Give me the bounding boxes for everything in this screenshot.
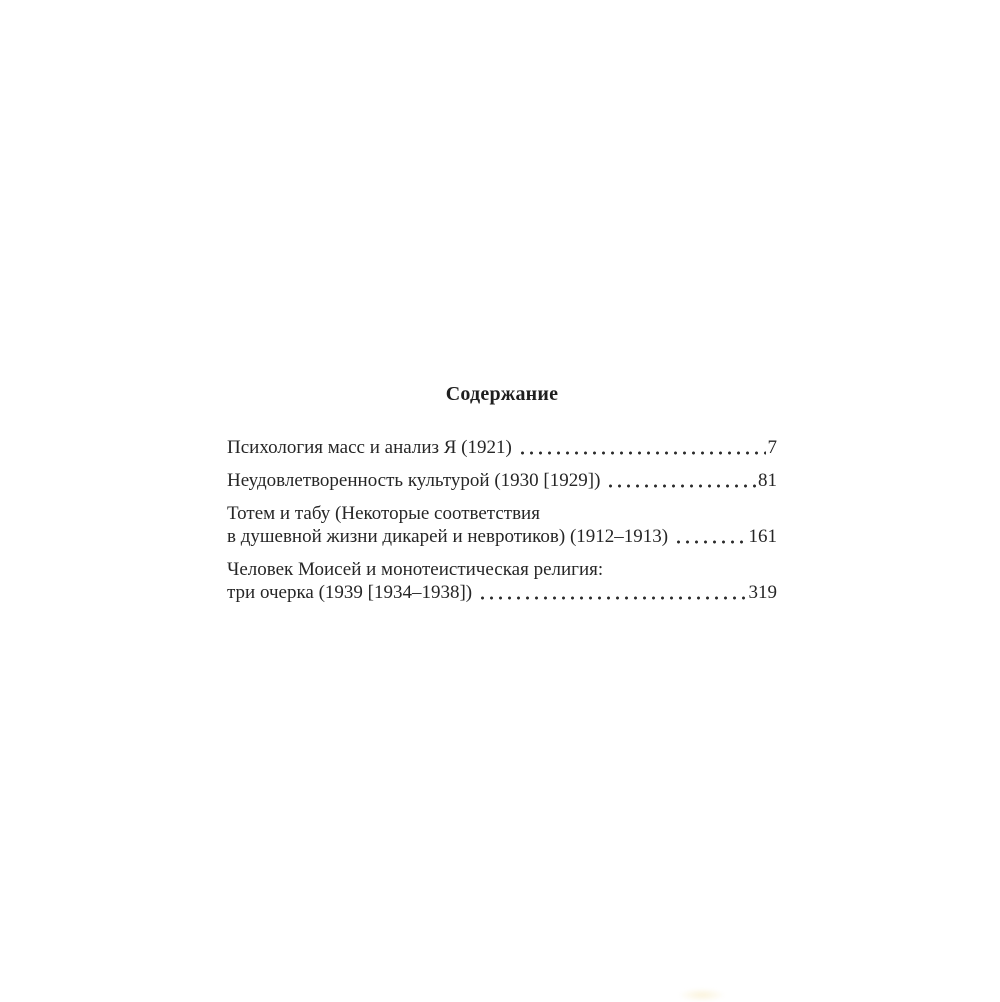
toc-page-number: 81 [758, 470, 777, 491]
toc-entry [227, 469, 777, 492]
toc-entry [227, 436, 777, 459]
toc-entry [227, 502, 777, 548]
toc-page-number: 161 [748, 526, 777, 547]
toc-entry [227, 558, 777, 604]
toc-entry-text: Тотем и табу (Некоторые соответствия [227, 503, 540, 524]
toc-entry-text: Неудовлетворенность культурой (1930 [1929]) [227, 470, 601, 491]
dot-leader [518, 451, 766, 455]
toc-entry-text: три очерка (1939 [1934–1938]) [227, 582, 473, 603]
toc-page-number: 319 [748, 582, 777, 603]
dot-leader [674, 540, 746, 544]
toc-entry-text: Психология масс и анализ Я (1921) [227, 437, 512, 458]
dot-leader [478, 596, 746, 600]
toc-entry-text: в душевной жизни дикарей и невротиков) (1912–1913) [227, 526, 669, 547]
page-title: Содержание [445, 383, 559, 405]
toc-page-number: 7 [767, 437, 777, 458]
table-of-contents [227, 383, 777, 614]
dot-leader [606, 484, 756, 488]
toc-entry-text: Человек Моисей и монотеистическая религия: [227, 559, 604, 580]
